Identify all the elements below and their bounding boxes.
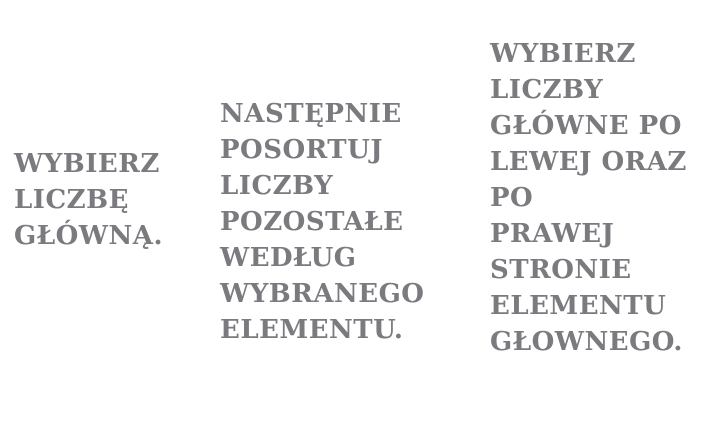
step-2-text: NASTĘPNIE POSORTUJ LICZBY POZOSTAŁE WEDŁUG WYBRANEGO ELEMENTU. <box>220 99 425 345</box>
step-1-text: WYBIERZ LICZBĘ GŁÓWNĄ. <box>14 149 164 251</box>
step-3-text: WYBIERZ LICZBY GŁÓWNE PO LEWEJ ORAZ PO PRAWEJ STRONIE ELEMENTU GŁOWNEGO. <box>490 39 687 357</box>
